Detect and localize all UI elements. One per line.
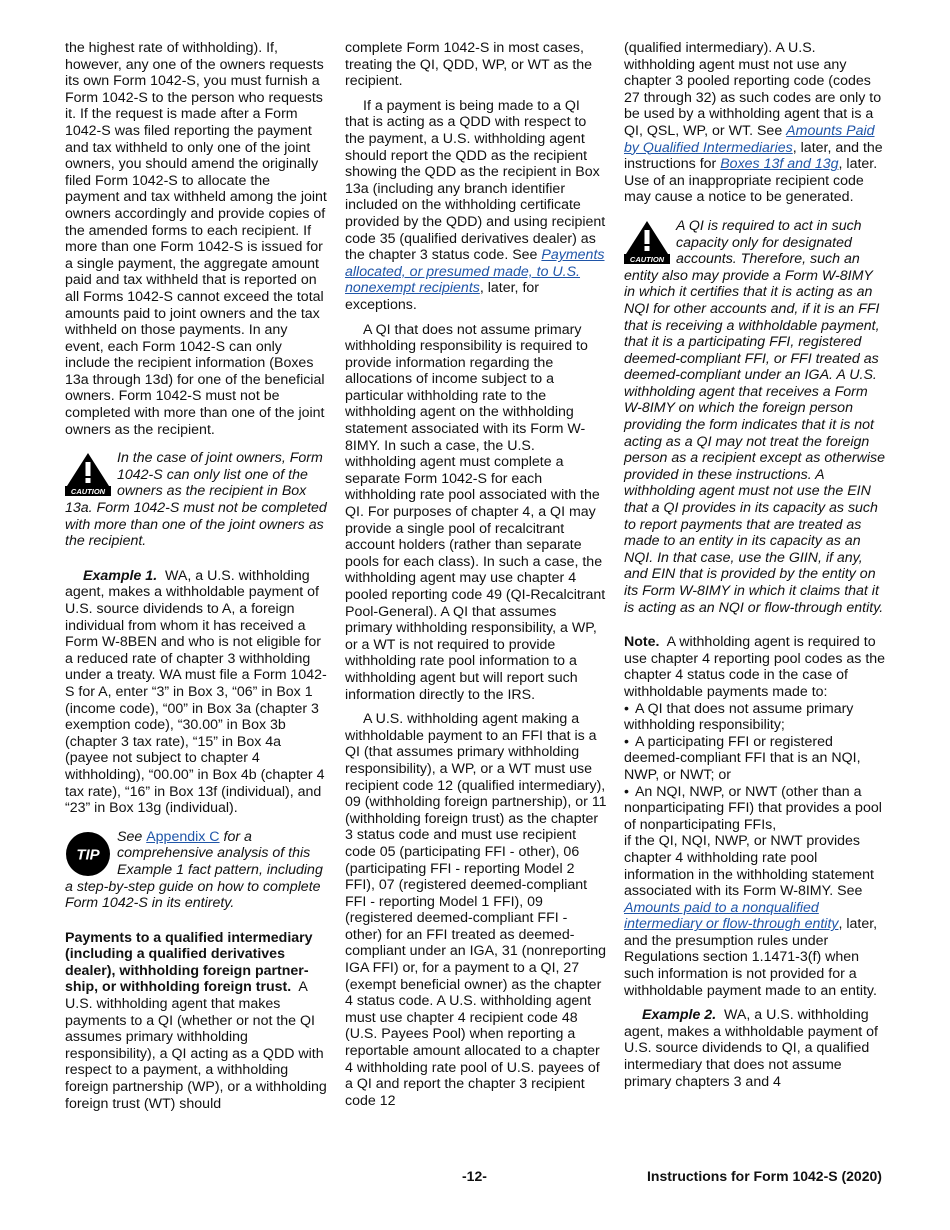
list-item: • An NQI, NWP, or NWT (other than a nonparticipating FFI) that provides a pool of nonparticipating FFIs,: [624, 784, 886, 834]
note-heading: Note.: [624, 634, 660, 651]
qi-continued-paragraph: complete Form 1042-S in most cases, treating the QI, QDD, WP, or WT as the recipient.: [345, 40, 593, 90]
appendix-c-link[interactable]: Appendix C: [146, 828, 220, 845]
amounts-paid-qi-link[interactable]: Amounts Paid by Qualified Intermediaries: [624, 122, 875, 156]
list-item: • A QI that does not assume primary withholding responsibility;: [624, 701, 886, 734]
caution-text: A QI is required to act in such capacity only for designated accounts. Therefore, such an entity also may provide a Form W-8IMY in which it certifies that it is acting as an NQI for other accounts and, if it is an FFI that is receiving a withholdable payment, that it is a participating FFI, registered deemed-compliant FFI, or FFI treated as deemed-compliant under an IGA. A U.S. withholding agent that receives a Form W-8IMY on which the foreign person providing the form indicates that it is not acting as a QI may not treat the foreign person as a recipient except as otherwise provided in these instructions. A withholding agent must not use the EIN that a QI provides in its capacity as such to report payments that are treated as made to an entity in its capacity as an NQI. In that case, use the GIIN, if any, and EIN that is provided by the entity on its Form W-8IMY in which it claims that it is acting as an NQI or flow-through entity.: [624, 217, 886, 616]
list-item: • A participating FFI or registered deemed-compliant FFI that is an NQI, NWP, or NWT; or: [624, 734, 886, 784]
example-2: [624, 1007, 886, 1090]
caution-text: In the case of joint owners, Form 1042-S can only list one of the owners as the recipient in Box 13a. Form 1042-S must not be completed with more than one of the joint owners as the recipient.: [65, 450, 327, 550]
boxes-13f-13g-link[interactable]: Boxes 13f and 13g: [720, 156, 839, 173]
tip-see: See: [117, 828, 143, 845]
chapter4-pool-paragraph: if the QI, NQI, NWP, or NWT provides chapter 4 withholding rate pool information in the withholding statement associated with its Form W-8IMY. See Amounts paid to a nonqualified intermediary or flow-through entity, later, and the presumption rules under Regulations section 1.1471-3(f) when such information is not provided for a withholdable payment made to an entity.: [624, 833, 878, 999]
joint-owners-paragraph: the highest rate of withholding). If, however, any one of the owners requests its own Form 1042-S, you must furnish a Form 1042-S to the person who requests it. If the request is made after a Form 1042-S was filed reporting the payment and tax withheld to only one of the joint owners, you should amend the originally filed Form 1042-S to allocate the payment and tax withheld among the joint owners accordingly and provide copies of the amended forms to each recipient. If more than one Form 1042-S is issued for a single payment, the aggregate amount paid and tax withheld that is reported on all Forms 1042-S cannot exceed the total amounts paid to joint owners and the tax withheld on those payments. In any event, each Form 1042-S can only include the recipient information (Boxes 13a through 13d) for one of the beneficial owners. Form 1042-S must not be completed with more than one of the joint owners as the recipient.: [65, 40, 327, 438]
caution-joint-owners: [65, 450, 327, 550]
tip-text: for a comprehensive analysis of this Example 1 fact pattern, including a step-by-step guide on how to complete Form 1042-S in its entirety.: [65, 828, 323, 912]
footer-title: Instructions for Form 1042-S (2020): [647, 1168, 882, 1184]
caution-icon-label: CAUTION: [70, 487, 106, 497]
column-middle: [345, 40, 607, 1109]
caution-qi-capacity: [624, 218, 886, 616]
qi-withholding-pool-paragraph: A QI that does not assume primary withholding responsibility is required to provide information regarding the allocations of income subject to a particular withholding rate to the withholding agent on the withholding statement associated with its Form W-8IMY. In such a case, the U.S. withholding agent must complete a separate Form 1042-S for each withholding rate pool associated with the QI. For purposes of chapter 4, a QI may provide a single pool of recalcitrant account holders (rather than separate pools for each class). In such a case, the withholding agent may use chapter 4 pooled reporting code 49 (QI-Recalcitrant Pool-General). A QI that assumes primary withholding responsibility, a WP, or a WT is not required to provide withholding rate pool information to a withholding agent but will report such information directly to the IRS.: [345, 321, 606, 703]
tip-icon-label: TIP: [76, 846, 100, 864]
page-number: -12-: [462, 1168, 487, 1184]
recipient-code-paragraph: A U.S. withholding agent making a withholdable payment to an FFI that is a QI (that assumes primary withholding responsibility), a WP, or a WT must use recipient code 12 (qualified intermediary), 09 (withholding foreign partnership), or 11 (withholding foreign trust) as the chapter 3 status code and must use recipient code 05 (participating FFI - other), 06 (participating FFI - reporting Model 2 FFI), 07 (registered deemed-compliant FFI - reporting Model 1 FFI), 09 (registered deemed-compliant FFI - other) for an FFI treated as deemed-compliant under an IGA, 31 (nonreporting IGA FFI) or, for a payment to a QI, 27 (exempt beneficial owner) as the chapter 4 status code. A U.S. withholding agent must use chapter 4 recipient code 48 (U.S. Payees Pool) when reporting a reportable amount allocated to a chapter 4 withholding rate pool of U.S. payees of a QI and report the chapter 3 recipient code 12: [345, 711, 607, 1109]
qi-section: [65, 930, 327, 1113]
qi-section-body: A U.S. withholding agent that makes payments to a QI (whether or not the QI assumes primary withholding responsibility), a QI acting as a QDD with respect to a payment, a withholding foreign partnership (WP), or a withholding foreign trust (WT) should: [65, 979, 327, 1112]
qdd-paragraph: If a payment is being made to a QI that is acting as a QDD with respect to the payment, a U.S. withholding agent should report the QDD as the recipient showing the QDD as the recipient in Box 13a (including any branch identifier included on the withholding certificate provided by the QDD) and using recipient code 35 (qualified derivatives dealer) as the chapter 3 status code. See Payments allocated, or presumed made, to U.S. nonexempt recipients, later, for exceptions.: [345, 97, 606, 313]
caution-icon: [65, 452, 111, 496]
example-2-heading: Example 2.: [642, 1007, 717, 1024]
note-bullet-list: [624, 701, 886, 834]
example-1: [65, 568, 327, 817]
qi-section-heading: Payments to a qualified intermediary (including a qualified derivatives dealer), withholding foreign partner-ship, or withholding foreign trust.: [65, 929, 313, 996]
tip-icon: [65, 831, 111, 877]
caution-icon-label: CAUTION: [629, 254, 665, 264]
pooled-code-paragraph: (qualified intermediary). A U.S. withholding agent must not use any chapter 3 pooled reporting code (codes 27 through 32) as such codes are only to be used by a withholding agent that is a QI, QSL, WP, or WT. See Amounts Paid by Qualified Intermediaries, later, and the instructions for Boxes 13f and 13g, later. Use of an inappropriate recipient code may cause a notice to be generated.: [624, 40, 883, 206]
nqi-flow-through-link[interactable]: Amounts paid to a nonqualified intermediary or flow-through entity: [624, 899, 839, 933]
example-2-body: WA, a U.S. withholding agent, makes a withholdable payment of U.S. source dividends to QI, a qualified intermediary that does not assume primary chapters 3 and 4: [624, 1007, 878, 1090]
tip-appendix-c: [65, 829, 327, 912]
column-left: [65, 40, 327, 1112]
us-nonexempt-recipients-link[interactable]: Payments allocated, or presumed made, to U.S. nonexempt recipients: [345, 247, 605, 297]
note-paragraph: Note. A withholding agent is required to use chapter 4 reporting pool codes as the chapter 4 status code in the case of withholdable payments made to:: [624, 634, 886, 700]
example-1-heading: Example 1.: [83, 567, 158, 584]
caution-icon: [624, 220, 670, 264]
column-right: [624, 40, 886, 1090]
example-1-body: WA, a U.S. withholding agent, makes a withholdable payment of U.S. source dividends to A, a foreign individual from whom it has received a Form W-8BEN and who is not eligible for a reduced rate of chapter 3 withholding under a treaty. WA must file a Form 1042-S for A, enter “3” in Box 3, “06” in Box 1 (income code), “00” in Box 3a (chapter 3 exemption code), “30.00” in Box 3b (chapter 3 tax rate), “15” in Box 4a (payee not subject to chapter 4 withholding), “00.00” in Box 4b (chapter 4 tax rate), “16” in Box 13f (individual), and “23” in Box 13g (individual).: [65, 567, 327, 817]
